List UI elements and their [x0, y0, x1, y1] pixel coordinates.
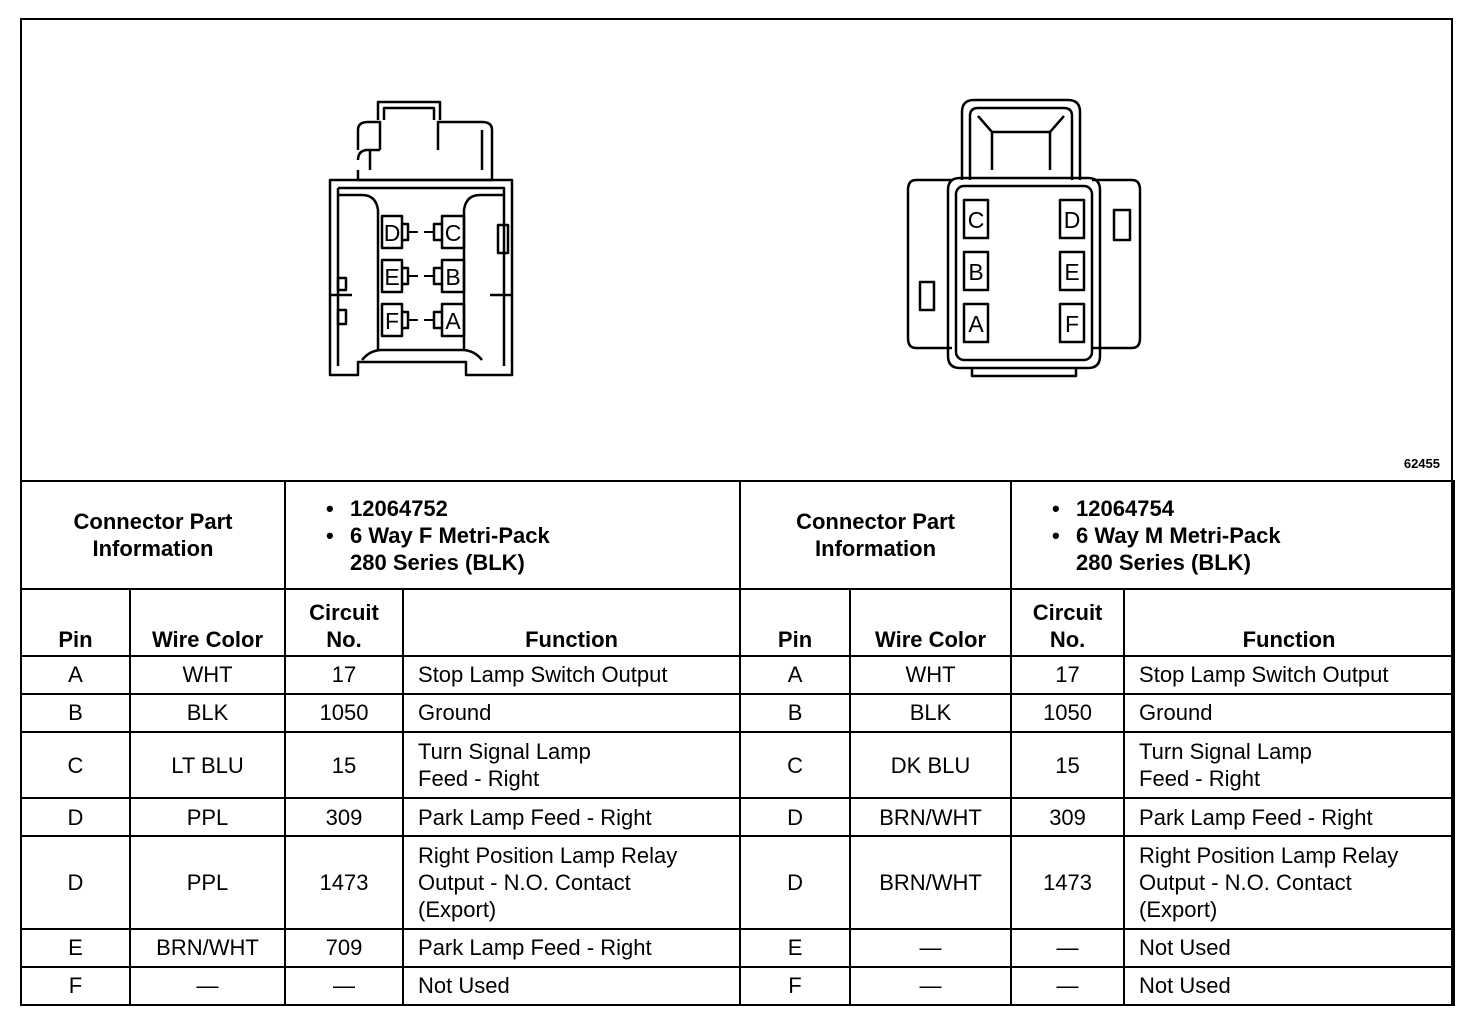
circuit-cell: — — [1011, 967, 1124, 1005]
wire-color-cell: BLK — [850, 694, 1011, 732]
function-line: Stop Lamp Switch Output — [418, 662, 668, 688]
pin-cell: D — [740, 798, 850, 836]
function-line: Turn Signal Lamp — [418, 739, 591, 765]
pin-cell: E — [21, 929, 130, 967]
function-cell — [403, 656, 740, 694]
function-line: Not Used — [1139, 935, 1231, 961]
pinout-rows — [21, 656, 1454, 1005]
function-cell — [403, 929, 740, 967]
header-wire-color: Wire Color — [130, 589, 285, 655]
header-circuit: Circuit No. — [1011, 589, 1124, 655]
function-line: Turn Signal Lamp — [1139, 739, 1312, 765]
function-cell — [1124, 929, 1454, 967]
circuit-cell: 17 — [285, 656, 403, 694]
function-cell — [1124, 656, 1454, 694]
function-line: Feed - Right — [1139, 766, 1261, 792]
pin-cell: B — [740, 694, 850, 732]
figure-number: 62455 — [1403, 456, 1440, 471]
table-row — [21, 929, 1454, 967]
wire-color-cell: BRN/WHT — [850, 836, 1011, 928]
circuit-cell: — — [1011, 929, 1124, 967]
circuit-cell: 309 — [285, 798, 403, 836]
wire-color-cell: BRN/WHT — [850, 798, 1011, 836]
pin-cell: E — [740, 929, 850, 967]
function-line: (Export) — [1139, 897, 1218, 922]
wire-color-cell: PPL — [130, 798, 285, 836]
pinout-table — [20, 480, 1455, 1006]
circuit-cell: 1050 — [285, 694, 403, 732]
table-row — [21, 656, 1454, 694]
pin-cell: B — [21, 694, 130, 732]
female-pin-label-a: A — [445, 308, 461, 334]
header-wire-color: Wire Color — [850, 589, 1011, 655]
pin-cell: C — [740, 732, 850, 798]
function-line: Output - N.O. Contact — [1139, 870, 1352, 895]
function-cell — [1124, 694, 1454, 732]
pin-cell: F — [21, 967, 130, 1005]
part-number-right: • 12064754 — [1052, 495, 1453, 522]
circuit-cell: 17 — [1011, 656, 1124, 694]
function-cell — [1124, 732, 1454, 798]
pin-cell: F — [740, 967, 850, 1005]
male-connector — [908, 100, 1140, 376]
pin-cell: D — [21, 836, 130, 928]
male-pin-label-b: B — [968, 259, 984, 285]
table-row — [21, 732, 1454, 798]
female-pin-label-b: B — [445, 264, 461, 290]
pin-cell: C — [21, 732, 130, 798]
header-function: Function — [1124, 589, 1454, 655]
header-pin: Pin — [21, 589, 130, 655]
wire-color-cell: — — [130, 967, 285, 1005]
circuit-cell: 1050 — [1011, 694, 1124, 732]
circuit-cell: 1473 — [285, 836, 403, 928]
circuit-cell: — — [285, 967, 403, 1005]
male-pin-label-e: E — [1064, 259, 1080, 285]
function-line: Park Lamp Feed - Right — [418, 804, 652, 830]
wire-color-cell: WHT — [130, 656, 285, 694]
wire-color-cell: BLK — [130, 694, 285, 732]
male-pin-label-d: D — [1063, 207, 1081, 233]
function-line: Not Used — [1139, 973, 1231, 999]
function-line: Park Lamp Feed - Right — [1139, 804, 1373, 830]
male-pin-label-a: A — [968, 311, 984, 337]
wire-color-cell: — — [850, 967, 1011, 1005]
female-pin-label-f: F — [384, 308, 400, 334]
function-line: Ground — [1139, 700, 1213, 726]
wire-color-cell: PPL — [130, 836, 285, 928]
header-circuit: Circuit No. — [285, 589, 403, 655]
connector-info-row — [21, 481, 1454, 589]
function-line: Stop Lamp Switch Output — [1139, 662, 1389, 688]
circuit-cell: 309 — [1011, 798, 1124, 836]
male-pin-label-f: F — [1064, 311, 1080, 337]
pin-cell: D — [21, 798, 130, 836]
wire-color-cell: DK BLU — [850, 732, 1011, 798]
table-row — [21, 694, 1454, 732]
circuit-cell: 1473 — [1011, 836, 1124, 928]
table-row — [21, 967, 1454, 1005]
wire-color-cell: — — [850, 929, 1011, 967]
function-cell — [403, 967, 740, 1005]
function-line: Ground — [418, 700, 492, 726]
wire-color-cell: WHT — [850, 656, 1011, 694]
function-cell — [1124, 836, 1454, 928]
function-cell — [403, 694, 740, 732]
connector-part-left — [285, 481, 740, 589]
pin-cell: A — [740, 656, 850, 694]
function-line: Feed - Right — [418, 766, 540, 792]
column-header-row — [21, 589, 1454, 655]
table-row — [21, 836, 1454, 928]
function-cell — [403, 732, 740, 798]
wire-color-cell: BRN/WHT — [130, 929, 285, 967]
female-pin-label-c: C — [444, 220, 462, 246]
function-line: Output - N.O. Contact — [418, 870, 631, 895]
circuit-cell: 15 — [1011, 732, 1124, 798]
function-cell — [403, 798, 740, 836]
connector-info-label-right: Connector Part Information — [740, 481, 1011, 589]
pin-cell: A — [21, 656, 130, 694]
female-connector — [330, 102, 512, 375]
part-number-left: • 12064752 — [326, 495, 739, 522]
part-desc-right: • 6 Way M Metri-Pack 280 Series (BLK) — [1052, 522, 1453, 576]
table-row — [21, 798, 1454, 836]
connector-info-label-left: Connector Part Information — [21, 481, 285, 589]
function-line: (Export) — [418, 897, 497, 922]
circuit-cell: 15 — [285, 732, 403, 798]
pin-cell: D — [740, 836, 850, 928]
header-function: Function — [403, 589, 740, 655]
function-line: Right Position Lamp Relay — [1139, 843, 1399, 868]
function-line: Right Position Lamp Relay — [418, 843, 678, 868]
header-pin: Pin — [740, 589, 850, 655]
function-cell — [403, 836, 740, 928]
function-line: Not Used — [418, 973, 510, 999]
connector-diagram — [22, 20, 1451, 480]
part-desc-left: • 6 Way F Metri-Pack 280 Series (BLK) — [326, 522, 739, 576]
function-line: Park Lamp Feed - Right — [418, 935, 652, 961]
connector-part-right — [1011, 481, 1454, 589]
circuit-cell: 709 — [285, 929, 403, 967]
function-cell — [1124, 798, 1454, 836]
female-pin-label-e: E — [384, 264, 400, 290]
function-cell — [1124, 967, 1454, 1005]
female-pin-label-d: D — [383, 220, 401, 246]
wire-color-cell: LT BLU — [130, 732, 285, 798]
male-pin-label-c: C — [967, 207, 985, 233]
